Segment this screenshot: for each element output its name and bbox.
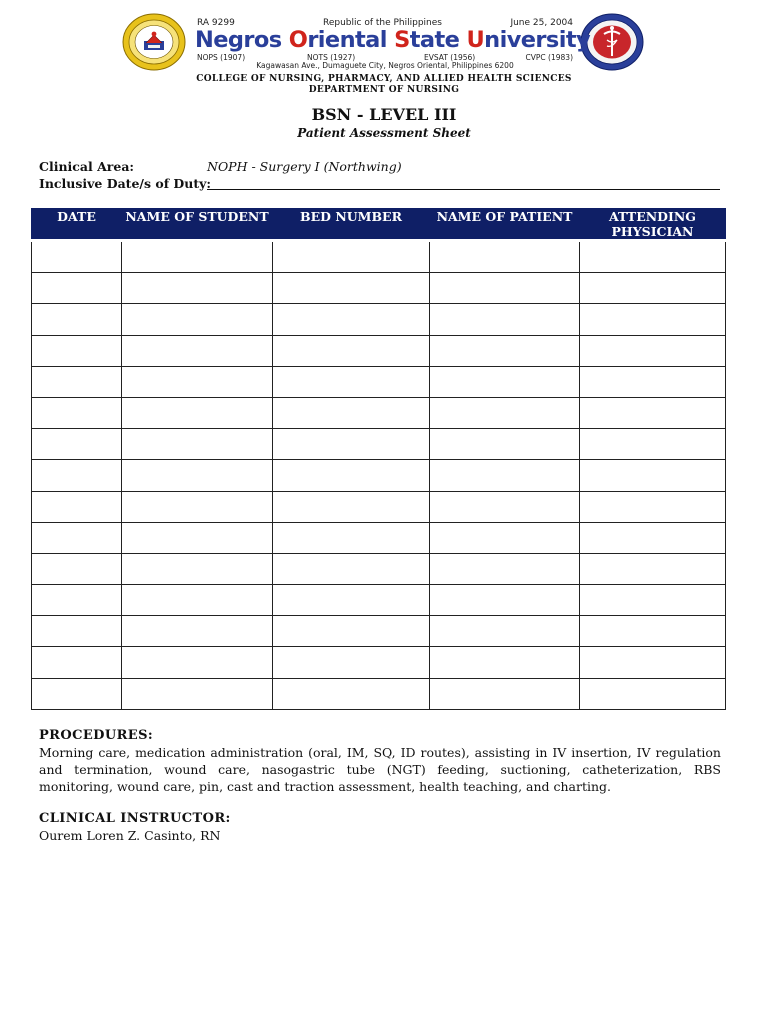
table-cell[interactable] xyxy=(32,678,122,709)
table-cell[interactable] xyxy=(32,397,122,428)
instructor-name: Ourem Loren Z. Casinto, RN xyxy=(39,828,221,843)
table-cell[interactable] xyxy=(273,366,430,397)
table-row xyxy=(32,429,726,460)
procedures-heading: PROCEDURES: xyxy=(39,728,154,743)
table-row xyxy=(32,335,726,366)
table-cell[interactable] xyxy=(273,678,430,709)
table-cell[interactable] xyxy=(273,460,430,491)
table-cell[interactable] xyxy=(580,678,726,709)
table-cell[interactable] xyxy=(32,460,122,491)
table-cell[interactable] xyxy=(32,304,122,335)
table-cell[interactable] xyxy=(430,678,580,709)
table-cell[interactable] xyxy=(122,335,273,366)
table-cell[interactable] xyxy=(273,397,430,428)
column-header-student: NAME OF STUDENT xyxy=(122,209,273,241)
table-cell[interactable] xyxy=(273,616,430,647)
table-cell[interactable] xyxy=(122,678,273,709)
table-cell[interactable] xyxy=(32,366,122,397)
table-cell[interactable] xyxy=(580,429,726,460)
table-cell[interactable] xyxy=(580,397,726,428)
table-cell[interactable] xyxy=(122,491,273,522)
column-header-date: DATE xyxy=(32,209,122,241)
table-cell[interactable] xyxy=(32,241,122,273)
table-cell[interactable] xyxy=(122,241,273,273)
table-cell[interactable] xyxy=(580,273,726,304)
table-row xyxy=(32,678,726,709)
table-cell[interactable] xyxy=(580,553,726,584)
table-row xyxy=(32,304,726,335)
nops-year: NOPS (1907) xyxy=(197,53,246,62)
college-name: COLLEGE OF NURSING, PHARMACY, AND ALLIED HEALTH SCIENCES xyxy=(196,74,572,84)
university-name: Negros Oriental State University xyxy=(195,27,591,53)
table-body xyxy=(32,241,726,710)
table-cell[interactable] xyxy=(122,553,273,584)
procedures-text: Morning care, medication administration (oral, IM, SQ, ID routes), assisting in IV insertion, IV regulation and termination, wound care, nasogastric tube (NGT) feeding, suctioning, catheterization, RBS monitoring, wound care, pin, cast and traction assessment, health teaching, and charting. xyxy=(39,745,721,794)
table-cell[interactable] xyxy=(32,616,122,647)
table-row xyxy=(32,585,726,616)
assessment-table xyxy=(31,208,726,710)
table-cell[interactable] xyxy=(580,366,726,397)
department-name: DEPARTMENT OF NURSING xyxy=(308,85,460,95)
column-header-bed: BED NUMBER xyxy=(273,209,430,241)
table-cell[interactable] xyxy=(430,273,580,304)
table-cell[interactable] xyxy=(430,553,580,584)
table-cell[interactable] xyxy=(273,429,430,460)
table-cell[interactable] xyxy=(430,460,580,491)
page-subtitle: Patient Assessment Sheet xyxy=(297,126,471,140)
instructor-heading: CLINICAL INSTRUCTOR: xyxy=(39,811,231,826)
evsat-year: EVSAT (1956) xyxy=(424,53,476,62)
table-row xyxy=(32,241,726,273)
table-cell[interactable] xyxy=(122,397,273,428)
column-header-patient: NAME OF PATIENT xyxy=(430,209,580,241)
table-cell[interactable] xyxy=(430,585,580,616)
table-cell[interactable] xyxy=(32,491,122,522)
table-cell[interactable] xyxy=(430,491,580,522)
table-cell[interactable] xyxy=(580,522,726,553)
clinical-area-value: NOPH - Surgery I (Northwing) xyxy=(207,159,402,174)
table-cell[interactable] xyxy=(580,304,726,335)
table-cell[interactable] xyxy=(273,304,430,335)
charter-date: June 25, 2004 xyxy=(510,18,573,28)
university-seal-icon xyxy=(122,13,186,71)
table-cell[interactable] xyxy=(32,522,122,553)
table-cell[interactable] xyxy=(430,616,580,647)
nots-year: NOTS (1927) xyxy=(307,53,356,62)
table-row xyxy=(32,616,726,647)
table-cell[interactable] xyxy=(122,304,273,335)
clinical-area-label: Clinical Area: xyxy=(39,159,135,174)
republic-text: Republic of the Philippines xyxy=(323,18,442,28)
table-row xyxy=(32,553,726,584)
table-cell[interactable] xyxy=(580,335,726,366)
table-cell[interactable] xyxy=(430,429,580,460)
table-cell[interactable] xyxy=(273,553,430,584)
table-cell[interactable] xyxy=(580,241,726,273)
table-cell[interactable] xyxy=(32,553,122,584)
table-cell[interactable] xyxy=(122,460,273,491)
page-title: BSN - LEVEL III xyxy=(311,105,457,124)
table-cell[interactable] xyxy=(122,585,273,616)
table-row xyxy=(32,460,726,491)
duty-date-label: Inclusive Date/s of Duty: xyxy=(39,176,212,191)
table-cell[interactable] xyxy=(430,304,580,335)
table-row xyxy=(32,273,726,304)
duty-date-line[interactable] xyxy=(207,189,720,190)
table-cell[interactable] xyxy=(273,585,430,616)
table-cell[interactable] xyxy=(32,585,122,616)
table-cell[interactable] xyxy=(273,647,430,678)
table-cell[interactable] xyxy=(430,241,580,273)
university-address: Kagawasan Ave., Dumaguete City, Negros Oriental, Philippines 6200 xyxy=(256,61,514,70)
table-cell[interactable] xyxy=(430,647,580,678)
table-cell[interactable] xyxy=(32,647,122,678)
table-cell[interactable] xyxy=(32,273,122,304)
table-cell[interactable] xyxy=(122,616,273,647)
table-cell[interactable] xyxy=(430,335,580,366)
table-header-row xyxy=(32,209,726,241)
table-row xyxy=(32,397,726,428)
table-cell[interactable] xyxy=(273,335,430,366)
table-cell[interactable] xyxy=(580,647,726,678)
table-cell[interactable] xyxy=(580,491,726,522)
table-cell[interactable] xyxy=(580,616,726,647)
table-cell[interactable] xyxy=(122,647,273,678)
table-cell[interactable] xyxy=(273,491,430,522)
ra-number: RA 9299 xyxy=(197,18,235,28)
table-cell[interactable] xyxy=(122,273,273,304)
table-cell[interactable] xyxy=(580,460,726,491)
table-row xyxy=(32,491,726,522)
cvpc-year: CVPC (1983) xyxy=(525,53,573,62)
table-cell[interactable] xyxy=(32,335,122,366)
column-header-physician: ATTENDING PHYSICIAN xyxy=(580,209,726,241)
table-cell[interactable] xyxy=(273,241,430,273)
table-cell[interactable] xyxy=(430,522,580,553)
table-cell[interactable] xyxy=(32,429,122,460)
table-cell[interactable] xyxy=(122,429,273,460)
table-row xyxy=(32,366,726,397)
table-cell[interactable] xyxy=(122,366,273,397)
table-cell[interactable] xyxy=(430,397,580,428)
table-cell[interactable] xyxy=(122,522,273,553)
table-cell[interactable] xyxy=(580,585,726,616)
table-cell[interactable] xyxy=(430,366,580,397)
table-cell[interactable] xyxy=(273,273,430,304)
table-cell[interactable] xyxy=(273,522,430,553)
table-row xyxy=(32,647,726,678)
table-row xyxy=(32,522,726,553)
